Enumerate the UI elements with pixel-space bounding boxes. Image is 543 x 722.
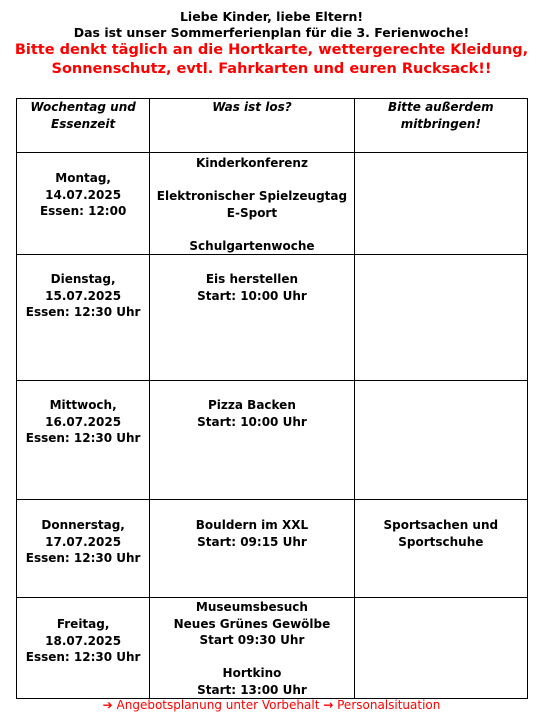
meal-time: Essen: 12:30 Uhr xyxy=(25,650,141,664)
day-date: 15.07.2025 xyxy=(45,288,122,303)
bring-cell xyxy=(354,255,527,381)
table-row xyxy=(17,153,528,255)
table-row xyxy=(17,598,528,699)
meal-time: Essen: 12:30 Uhr xyxy=(25,551,141,565)
spacer xyxy=(150,172,353,189)
weekday: Donnerstag, xyxy=(41,518,125,532)
reminder-line-1: Bitte denkt täglich an die Hortkarte, wettergerechte Kleidung, xyxy=(14,42,529,58)
bring-cell xyxy=(354,381,527,500)
activity-line: Start: 09:15 Uhr xyxy=(197,534,307,549)
greeting: Liebe Kinder, liebe Eltern! xyxy=(179,9,364,24)
arrow-right-icon: ➔ xyxy=(102,698,113,712)
column-header-bring: Bitte außerdem mitbringen! xyxy=(354,99,527,153)
footer-text-2: Personalsituation xyxy=(337,698,441,712)
activity-line: Schulgartenwoche xyxy=(189,238,315,253)
bring-item: Sportschuhe xyxy=(398,534,484,549)
activities-cell xyxy=(150,153,354,255)
column-header-day: Wochentag und Essenzeit xyxy=(17,99,150,153)
activities-cell xyxy=(150,500,354,598)
meal-time: Essen: 12:00 xyxy=(39,204,127,218)
activity-line: Eis herstellen xyxy=(205,272,299,286)
weekday: Mittwoch, xyxy=(49,398,117,412)
footer-text-1: Angebotsplanung unter Vorbehalt xyxy=(116,698,320,712)
activity-line: Pizza Backen xyxy=(208,398,296,412)
column-header-activities: Was ist los? xyxy=(150,99,354,153)
intro-text: Das ist unser Sommerferienplan für die 3. Ferienwoche! xyxy=(73,25,470,40)
day-date: 17.07.2025 xyxy=(45,534,122,549)
table-row xyxy=(17,500,528,598)
bring-cell xyxy=(354,598,527,699)
day-date: 14.07.2025 xyxy=(45,187,122,202)
day-cell xyxy=(17,255,150,381)
activity-line: Start: 10:00 Uhr xyxy=(197,288,307,303)
day-date: 16.07.2025 xyxy=(45,414,122,429)
activities-cell xyxy=(150,255,354,381)
day-cell xyxy=(17,598,150,699)
bring-cell xyxy=(354,153,527,255)
activity-line: Kinderkonferenz xyxy=(195,156,308,170)
activities-cell xyxy=(150,381,354,500)
day-cell xyxy=(17,153,150,255)
spacer xyxy=(150,221,353,238)
meal-time: Essen: 12:30 Uhr xyxy=(25,305,141,319)
arrow-right-icon: → xyxy=(323,698,334,712)
activities-cell xyxy=(150,598,354,699)
reminder-line-2: Sonnenschutz, evtl. Fahrkarten und euren Rucksack!! xyxy=(51,61,492,77)
table-row xyxy=(17,381,528,500)
bring-item: Sportsachen und xyxy=(383,518,499,532)
weekday: Montag, xyxy=(55,171,111,185)
table-row xyxy=(17,255,528,381)
weekday: Dienstag, xyxy=(50,272,116,286)
activity-line: Start: 10:00 Uhr xyxy=(197,414,307,429)
notice-header xyxy=(0,9,543,79)
day-cell xyxy=(17,381,150,500)
activity-line: Bouldern im XXL xyxy=(195,518,309,532)
weekly-plan-table xyxy=(16,98,528,699)
meal-time: Essen: 12:30 Uhr xyxy=(25,431,141,445)
day-cell xyxy=(17,500,150,598)
activity-line: Museumsbesuch xyxy=(195,600,308,614)
spacer xyxy=(150,649,353,666)
day-date: 18.07.2025 xyxy=(45,633,122,648)
activity-line: Start 09:30 Uhr xyxy=(199,633,305,647)
weekday: Freitag, xyxy=(56,617,110,631)
bring-cell xyxy=(354,500,527,598)
activity-line: E-Sport xyxy=(226,205,278,220)
activity-line: Hortkino xyxy=(222,666,282,680)
table-header-row xyxy=(17,99,528,153)
footer-note xyxy=(0,697,543,713)
activity-line: Start: 13:00 Uhr xyxy=(197,682,307,697)
activity-line: Neues Grünes Gewölbe xyxy=(173,616,331,631)
activity-line: Elektronischer Spielzeugtag xyxy=(156,189,348,203)
